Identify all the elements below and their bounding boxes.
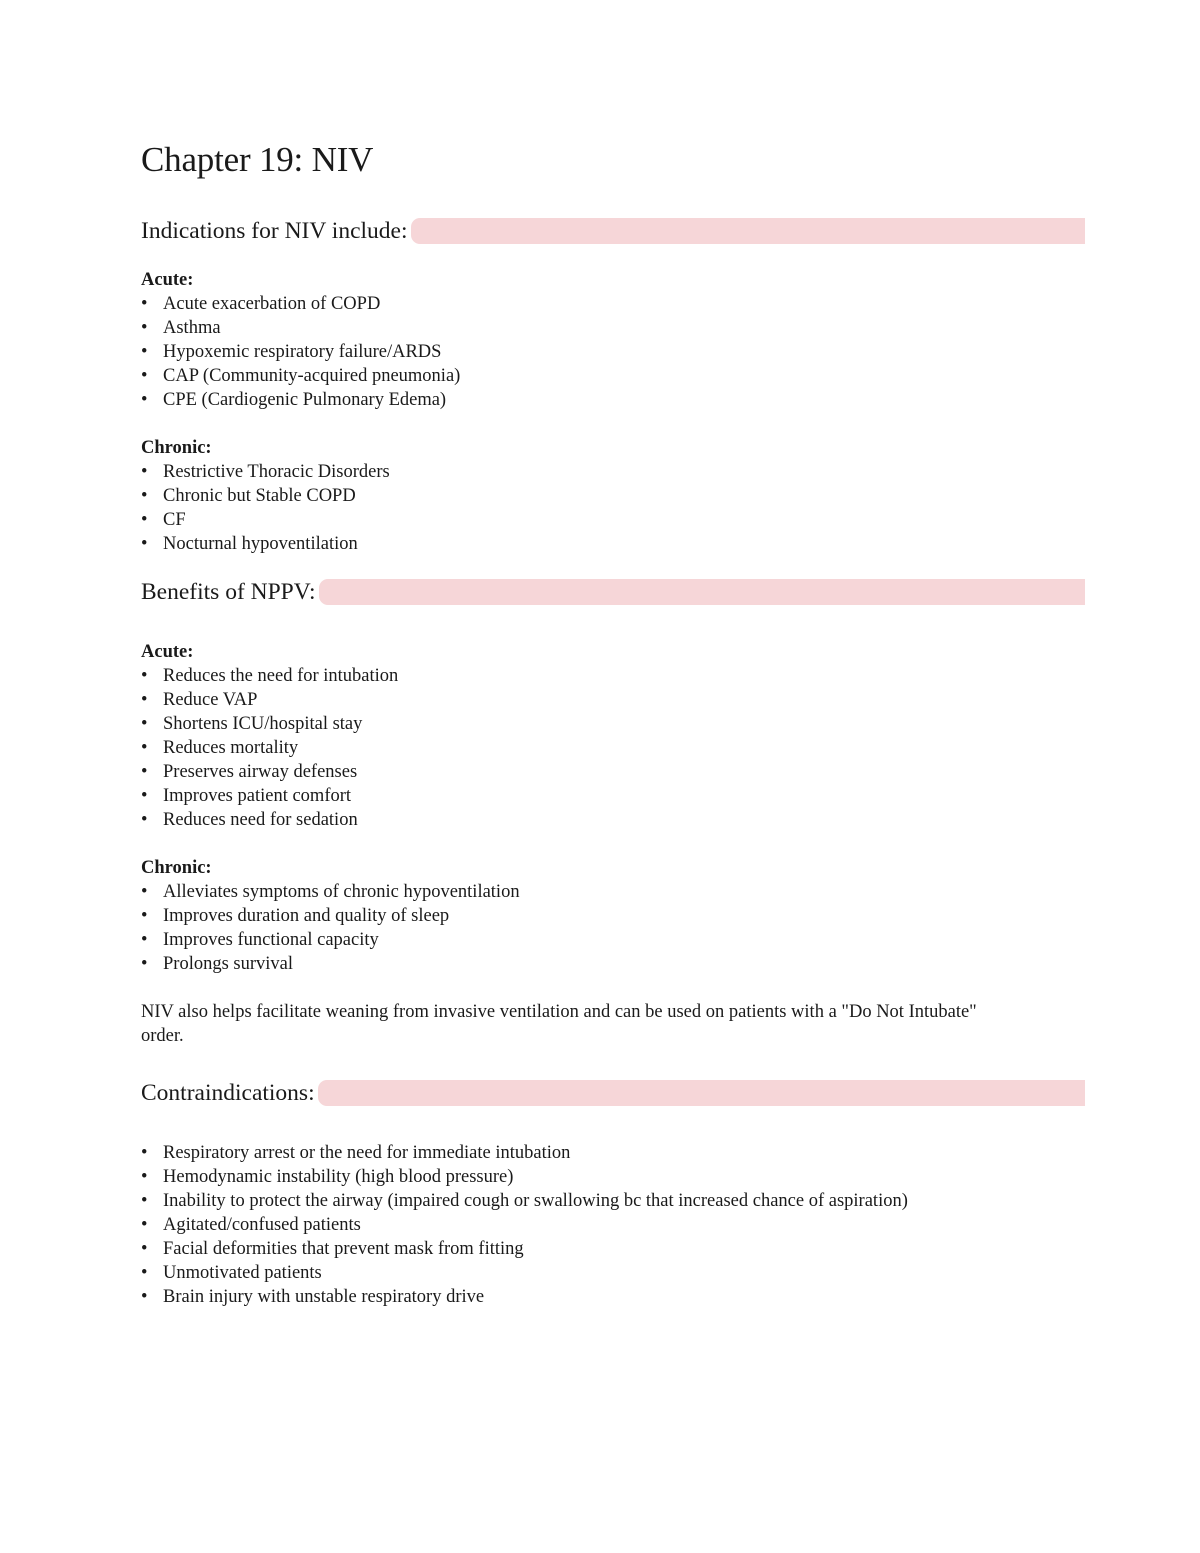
list-item-text: Shortens ICU/hospital stay (163, 714, 363, 734)
indications-acute-list (141, 292, 1085, 412)
contraindications-heading: Contraindications: (141, 1080, 315, 1106)
list-item-text: Hemodynamic instability (high blood pressure) (163, 1167, 514, 1187)
contraindications-list (141, 1141, 1085, 1309)
indications-chronic-list (141, 460, 1085, 556)
bullet-glyph: • (141, 294, 148, 314)
bullet-glyph: • (141, 534, 148, 554)
list-item (141, 1285, 1085, 1309)
page-title: Chapter 19: NIV (141, 140, 374, 179)
list-item (141, 1189, 1085, 1213)
list-item-text: Acute exacerbation of COPD (163, 294, 381, 314)
list-item (141, 664, 1085, 688)
bullet-glyph: • (141, 714, 148, 734)
bullet-glyph: • (141, 1143, 148, 1163)
list-item-text: Reduces mortality (163, 738, 299, 758)
benefits-chronic-label: Chronic: (141, 858, 212, 878)
benefits-acute-label: Acute: (141, 642, 194, 662)
indications-heading: Indications for NIV include: (141, 218, 408, 244)
bullet-glyph: • (141, 390, 148, 410)
list-item (141, 364, 1085, 388)
contraindications-heading-row (141, 1078, 1085, 1108)
list-item (141, 1237, 1085, 1261)
list-item (141, 904, 1085, 928)
list-item-text: Reduces need for sedation (163, 810, 358, 830)
bullet-glyph: • (141, 690, 148, 710)
bullet-glyph: • (141, 318, 148, 338)
list-item-text: CPE (Cardiogenic Pulmonary Edema) (163, 390, 447, 410)
list-item-text: Nocturnal hypoventilation (163, 534, 358, 554)
bullet-glyph: • (141, 1263, 148, 1283)
list-item (141, 484, 1085, 508)
list-item-text: Agitated/confused patients (163, 1215, 361, 1235)
indications-highlight-bar (411, 218, 1086, 244)
list-item (141, 880, 1085, 904)
list-item (141, 316, 1085, 340)
list-item (141, 952, 1085, 976)
bullet-glyph: • (141, 1287, 148, 1307)
list-item-text: Prolongs survival (163, 954, 294, 974)
benefits-heading: Benefits of NPPV: (141, 579, 316, 605)
list-item (141, 928, 1085, 952)
list-item (141, 784, 1085, 808)
bullet-glyph: • (141, 810, 148, 830)
indications-heading-row (141, 216, 1085, 246)
bullet-glyph: • (141, 762, 148, 782)
contraindications-highlight-bar (318, 1080, 1085, 1106)
list-item-text: Alleviates symptoms of chronic hypoventilation (163, 882, 520, 902)
indications-chronic-label: Chronic: (141, 438, 212, 458)
bullet-glyph: • (141, 954, 148, 974)
list-item-text: Improves duration and quality of sleep (163, 906, 450, 926)
bullet-glyph: • (141, 342, 148, 362)
bullet-glyph: • (141, 738, 148, 758)
bullet-glyph: • (141, 666, 148, 686)
list-item (141, 712, 1085, 736)
list-item-text: Restrictive Thoracic Disorders (163, 462, 390, 482)
list-item-text: Inability to protect the airway (impaired cough or swallowing bc that increased chance of aspiration) (163, 1191, 908, 1211)
list-item-text: CF (163, 510, 186, 530)
bullet-glyph: • (141, 1191, 148, 1211)
list-item-text: CAP (Community-acquired pneumonia) (163, 366, 461, 386)
bullet-glyph: • (141, 462, 148, 482)
bullet-glyph: • (141, 906, 148, 926)
list-item-text: Hypoxemic respiratory failure/ARDS (163, 342, 442, 362)
bullet-glyph: • (141, 486, 148, 506)
benefits-highlight-bar (319, 579, 1085, 605)
list-item (141, 760, 1085, 784)
list-item (141, 340, 1085, 364)
bullet-glyph: • (141, 1215, 148, 1235)
bullet-glyph: • (141, 1239, 148, 1259)
list-item (141, 1141, 1085, 1165)
benefits-chronic-list (141, 880, 1085, 976)
list-item-text: Preserves airway defenses (163, 762, 358, 782)
benefits-acute-list (141, 664, 1085, 832)
list-item-text: Asthma (163, 318, 221, 338)
list-item (141, 688, 1085, 712)
list-item-text: Unmotivated patients (163, 1263, 322, 1283)
list-item-text: Improves patient comfort (163, 786, 352, 806)
list-item-text: Brain injury with unstable respiratory drive (163, 1287, 485, 1307)
list-item (141, 1213, 1085, 1237)
bullet-glyph: • (141, 786, 148, 806)
document-page (141, 138, 1085, 1309)
list-item (141, 1165, 1085, 1189)
bullet-glyph: • (141, 510, 148, 530)
benefits-note: NIV also helps facilitate weaning from invasive ventilation and can be used on patients with a "Do Not Intubate" order. (141, 1002, 977, 1046)
list-item (141, 1261, 1085, 1285)
benefits-heading-row (141, 577, 1085, 607)
list-item (141, 808, 1085, 832)
list-item (141, 736, 1085, 760)
list-item (141, 532, 1085, 556)
bullet-glyph: • (141, 1167, 148, 1187)
bullet-glyph: • (141, 882, 148, 902)
list-item-text: Improves functional capacity (163, 930, 379, 950)
indications-acute-label: Acute: (141, 270, 194, 290)
list-item (141, 460, 1085, 484)
list-item (141, 508, 1085, 532)
list-item-text: Respiratory arrest or the need for immediate intubation (163, 1143, 571, 1163)
bullet-glyph: • (141, 930, 148, 950)
list-item-text: Facial deformities that prevent mask from fitting (163, 1239, 524, 1259)
list-item-text: Chronic but Stable COPD (163, 486, 356, 506)
list-item-text: Reduces the need for intubation (163, 666, 399, 686)
bullet-glyph: • (141, 366, 148, 386)
list-item (141, 292, 1085, 316)
list-item (141, 388, 1085, 412)
list-item-text: Reduce VAP (163, 690, 258, 710)
